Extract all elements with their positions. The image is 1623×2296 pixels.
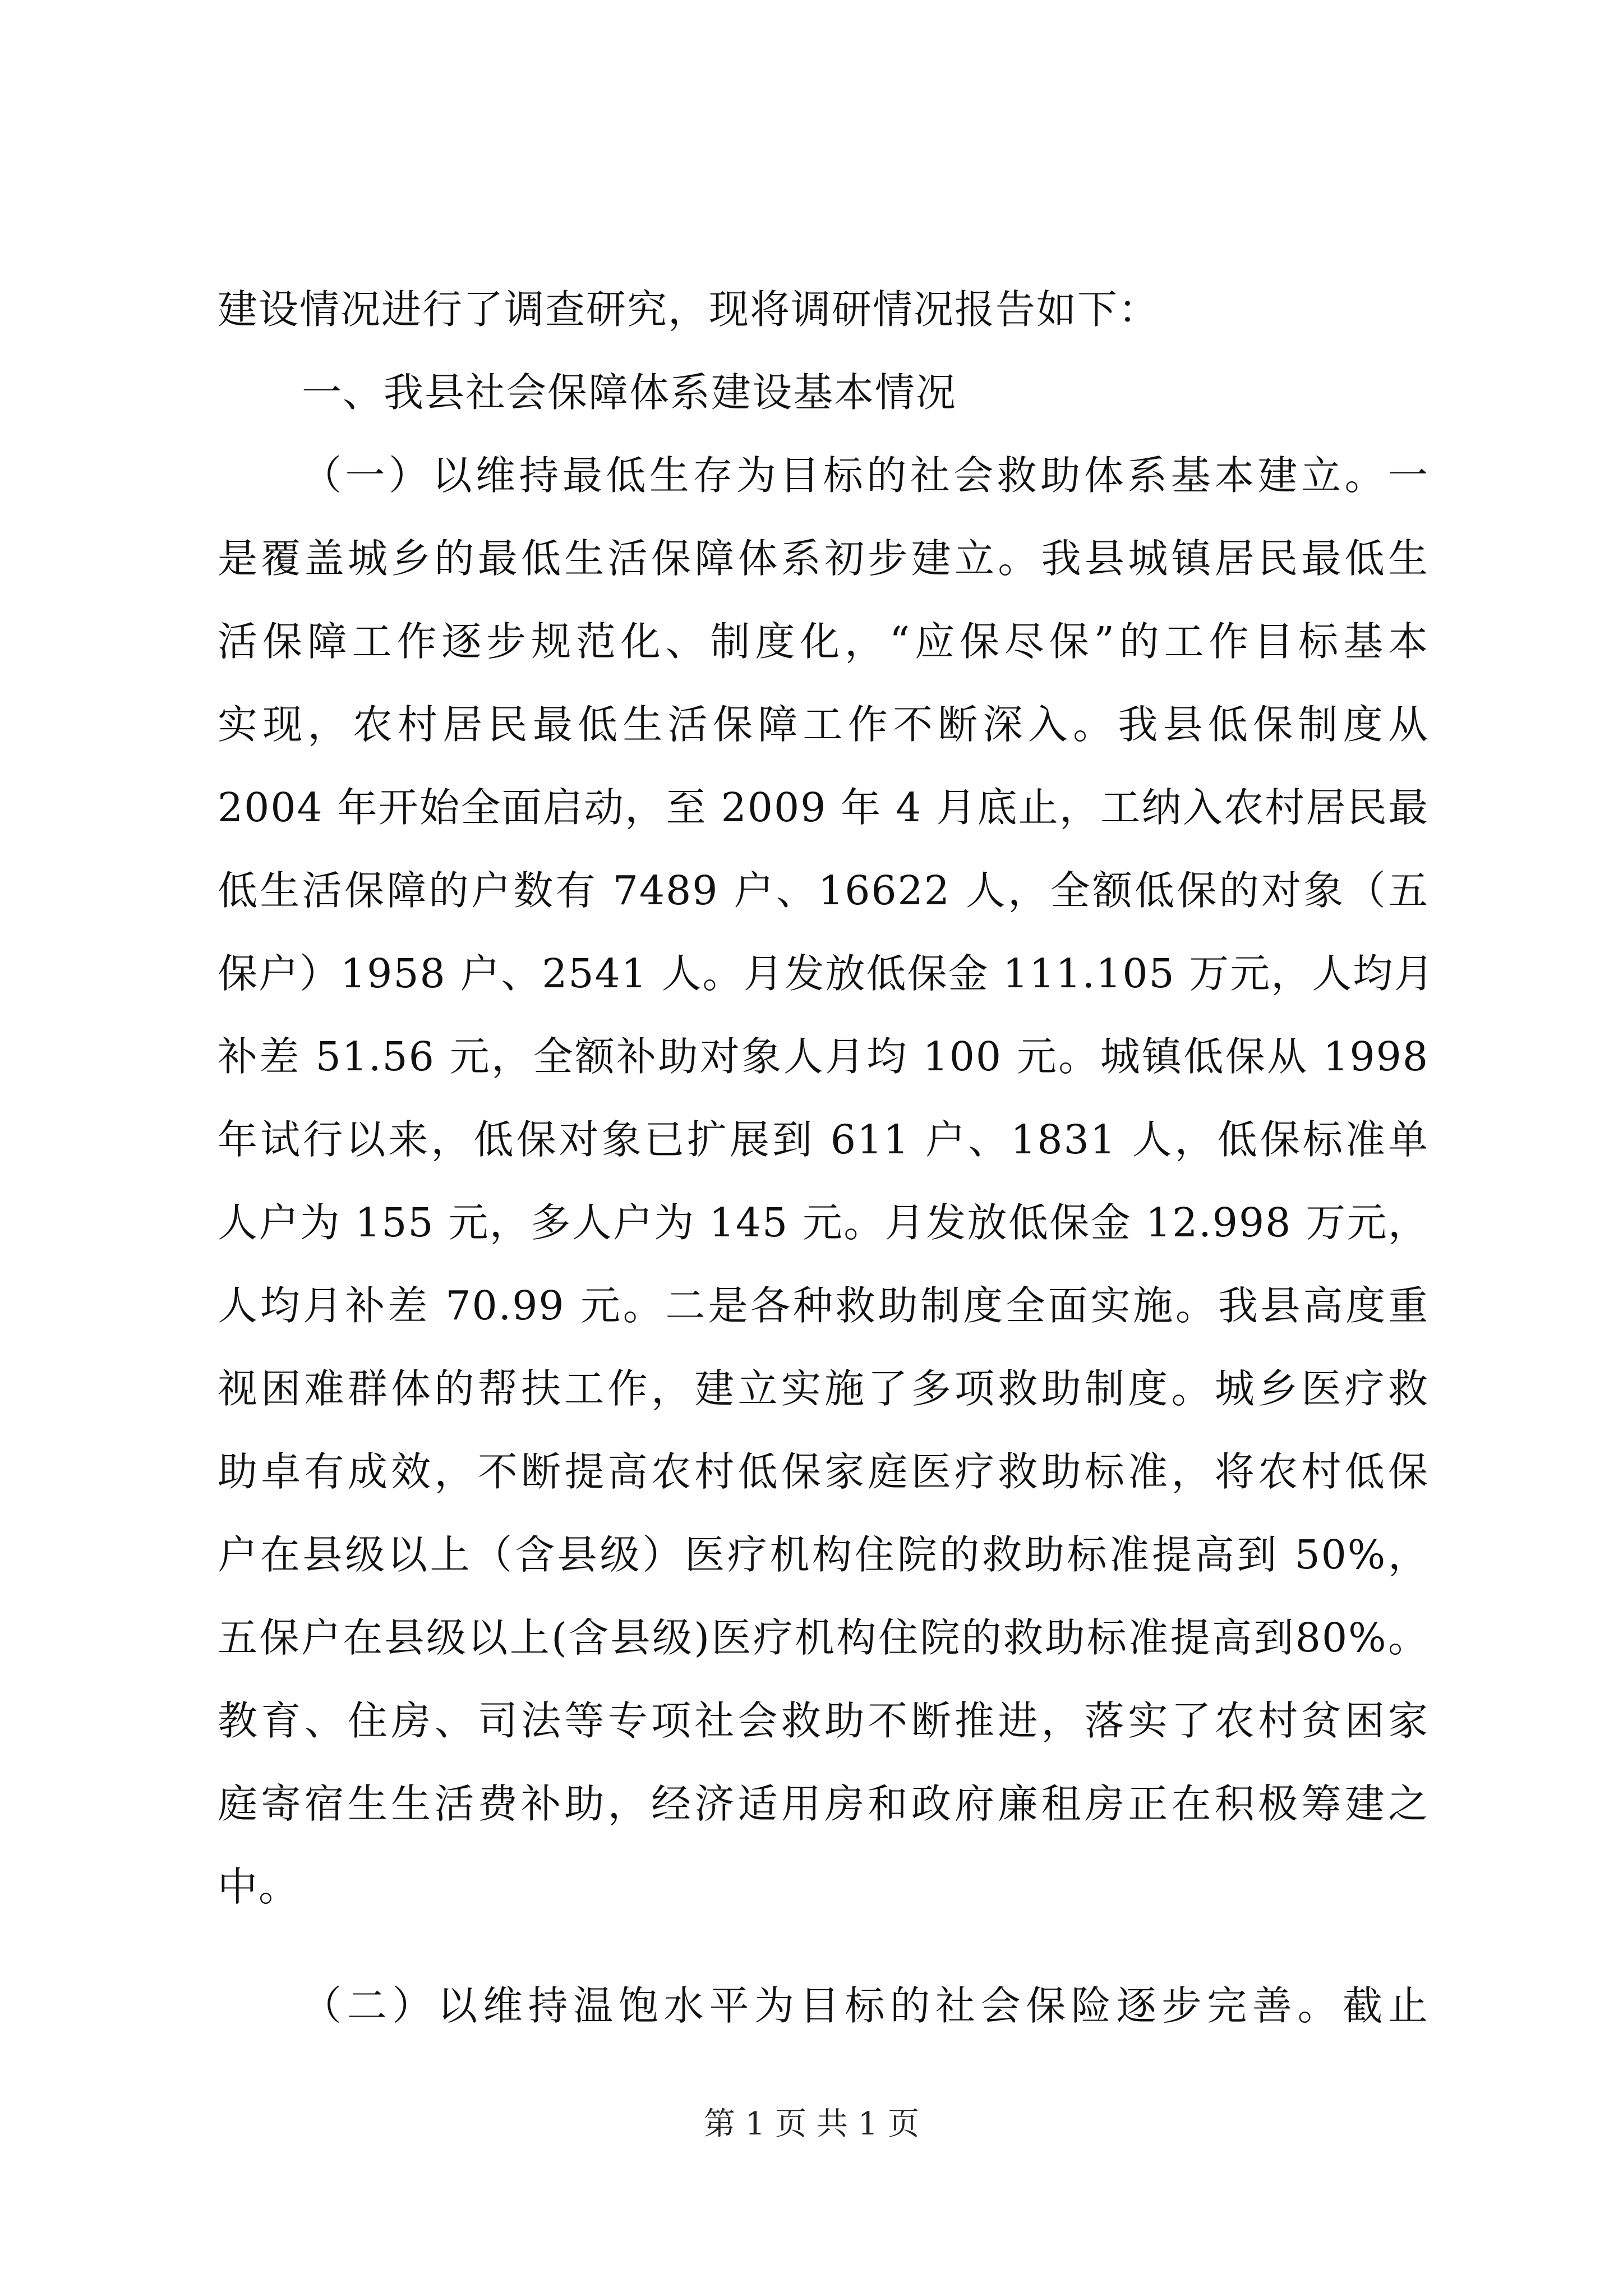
paragraph-gap xyxy=(218,1929,1429,1964)
text-line: 低生活保障的户数有 7489 户、16622 人，全额低保的对象（五 xyxy=(218,867,1429,914)
text-line: （二）以维持温饱水平为目标的社会保险逐步完善。截止 xyxy=(302,1982,1429,2029)
text-line: 活保障工作逐步规范化、制度化，“应保尽保”的工作目标基本 xyxy=(218,618,1429,665)
text-line: 是覆盖城乡的最低生活保障体系初步建立。我县城镇居民最低生 xyxy=(218,535,1429,582)
text-line: 实现，农村居民最低生活保障工作不断深入。我县低保制度从 xyxy=(218,701,1429,748)
text-line: 建设情况进行了调查研究，现将调研情况报告如下： xyxy=(218,286,1160,333)
page-number: 第 1 页 共 1 页 xyxy=(703,2106,920,2142)
text-line: 教育、住房、司法等专项社会救助不断推进，落实了农村贫困家 xyxy=(218,1697,1429,1744)
section-heading: 一、我县社会保障体系建设基本情况 xyxy=(302,369,957,416)
document-body xyxy=(218,268,1435,2047)
text-line: 年试行以来，低保对象已扩展到 611 户、1831 人，低保标准单 xyxy=(218,1116,1429,1163)
text-line: （一）以维持最低生存为目标的社会救助体系基本建立。一 xyxy=(302,452,1429,499)
text-line: 庭寄宿生生活费补助，经济适用房和政府廉租房正在积极筹建之 xyxy=(218,1780,1429,1827)
text-line: 视困难群体的帮扶工作，建立实施了多项救助制度。城乡医疗救 xyxy=(218,1365,1429,1412)
text-line: 五保户在县级以上(含县级)医疗机构住院的救助标准提高到80%。 xyxy=(218,1614,1429,1661)
text-line: 户在县级以上（含县级）医疗机构住院的救助标准提高到 50%， xyxy=(218,1531,1429,1578)
text-line: 保户）1958 户、2541 人。月发放低保金 111.105 万元，人均月 xyxy=(218,950,1435,997)
text-line: 2004 年开始全面启动，至 2009 年 4 月底止，工纳入农村居民最 xyxy=(218,784,1429,831)
text-line: 中。 xyxy=(218,1864,300,1910)
page-footer xyxy=(0,2105,1623,2144)
text-line: 助卓有成效，不断提高农村低保家庭医疗救助标准，将农村低保 xyxy=(218,1448,1429,1495)
text-line: 人均月补差 70.99 元。二是各种救助制度全面实施。我县高度重 xyxy=(218,1282,1429,1329)
text-line: 补差 51.56 元，全额补助对象人月均 100 元。城镇低保从 1998 xyxy=(218,1033,1429,1080)
text-line: 人户为 155 元，多人户为 145 元。月发放低保金 12.998 万元， xyxy=(218,1199,1429,1246)
